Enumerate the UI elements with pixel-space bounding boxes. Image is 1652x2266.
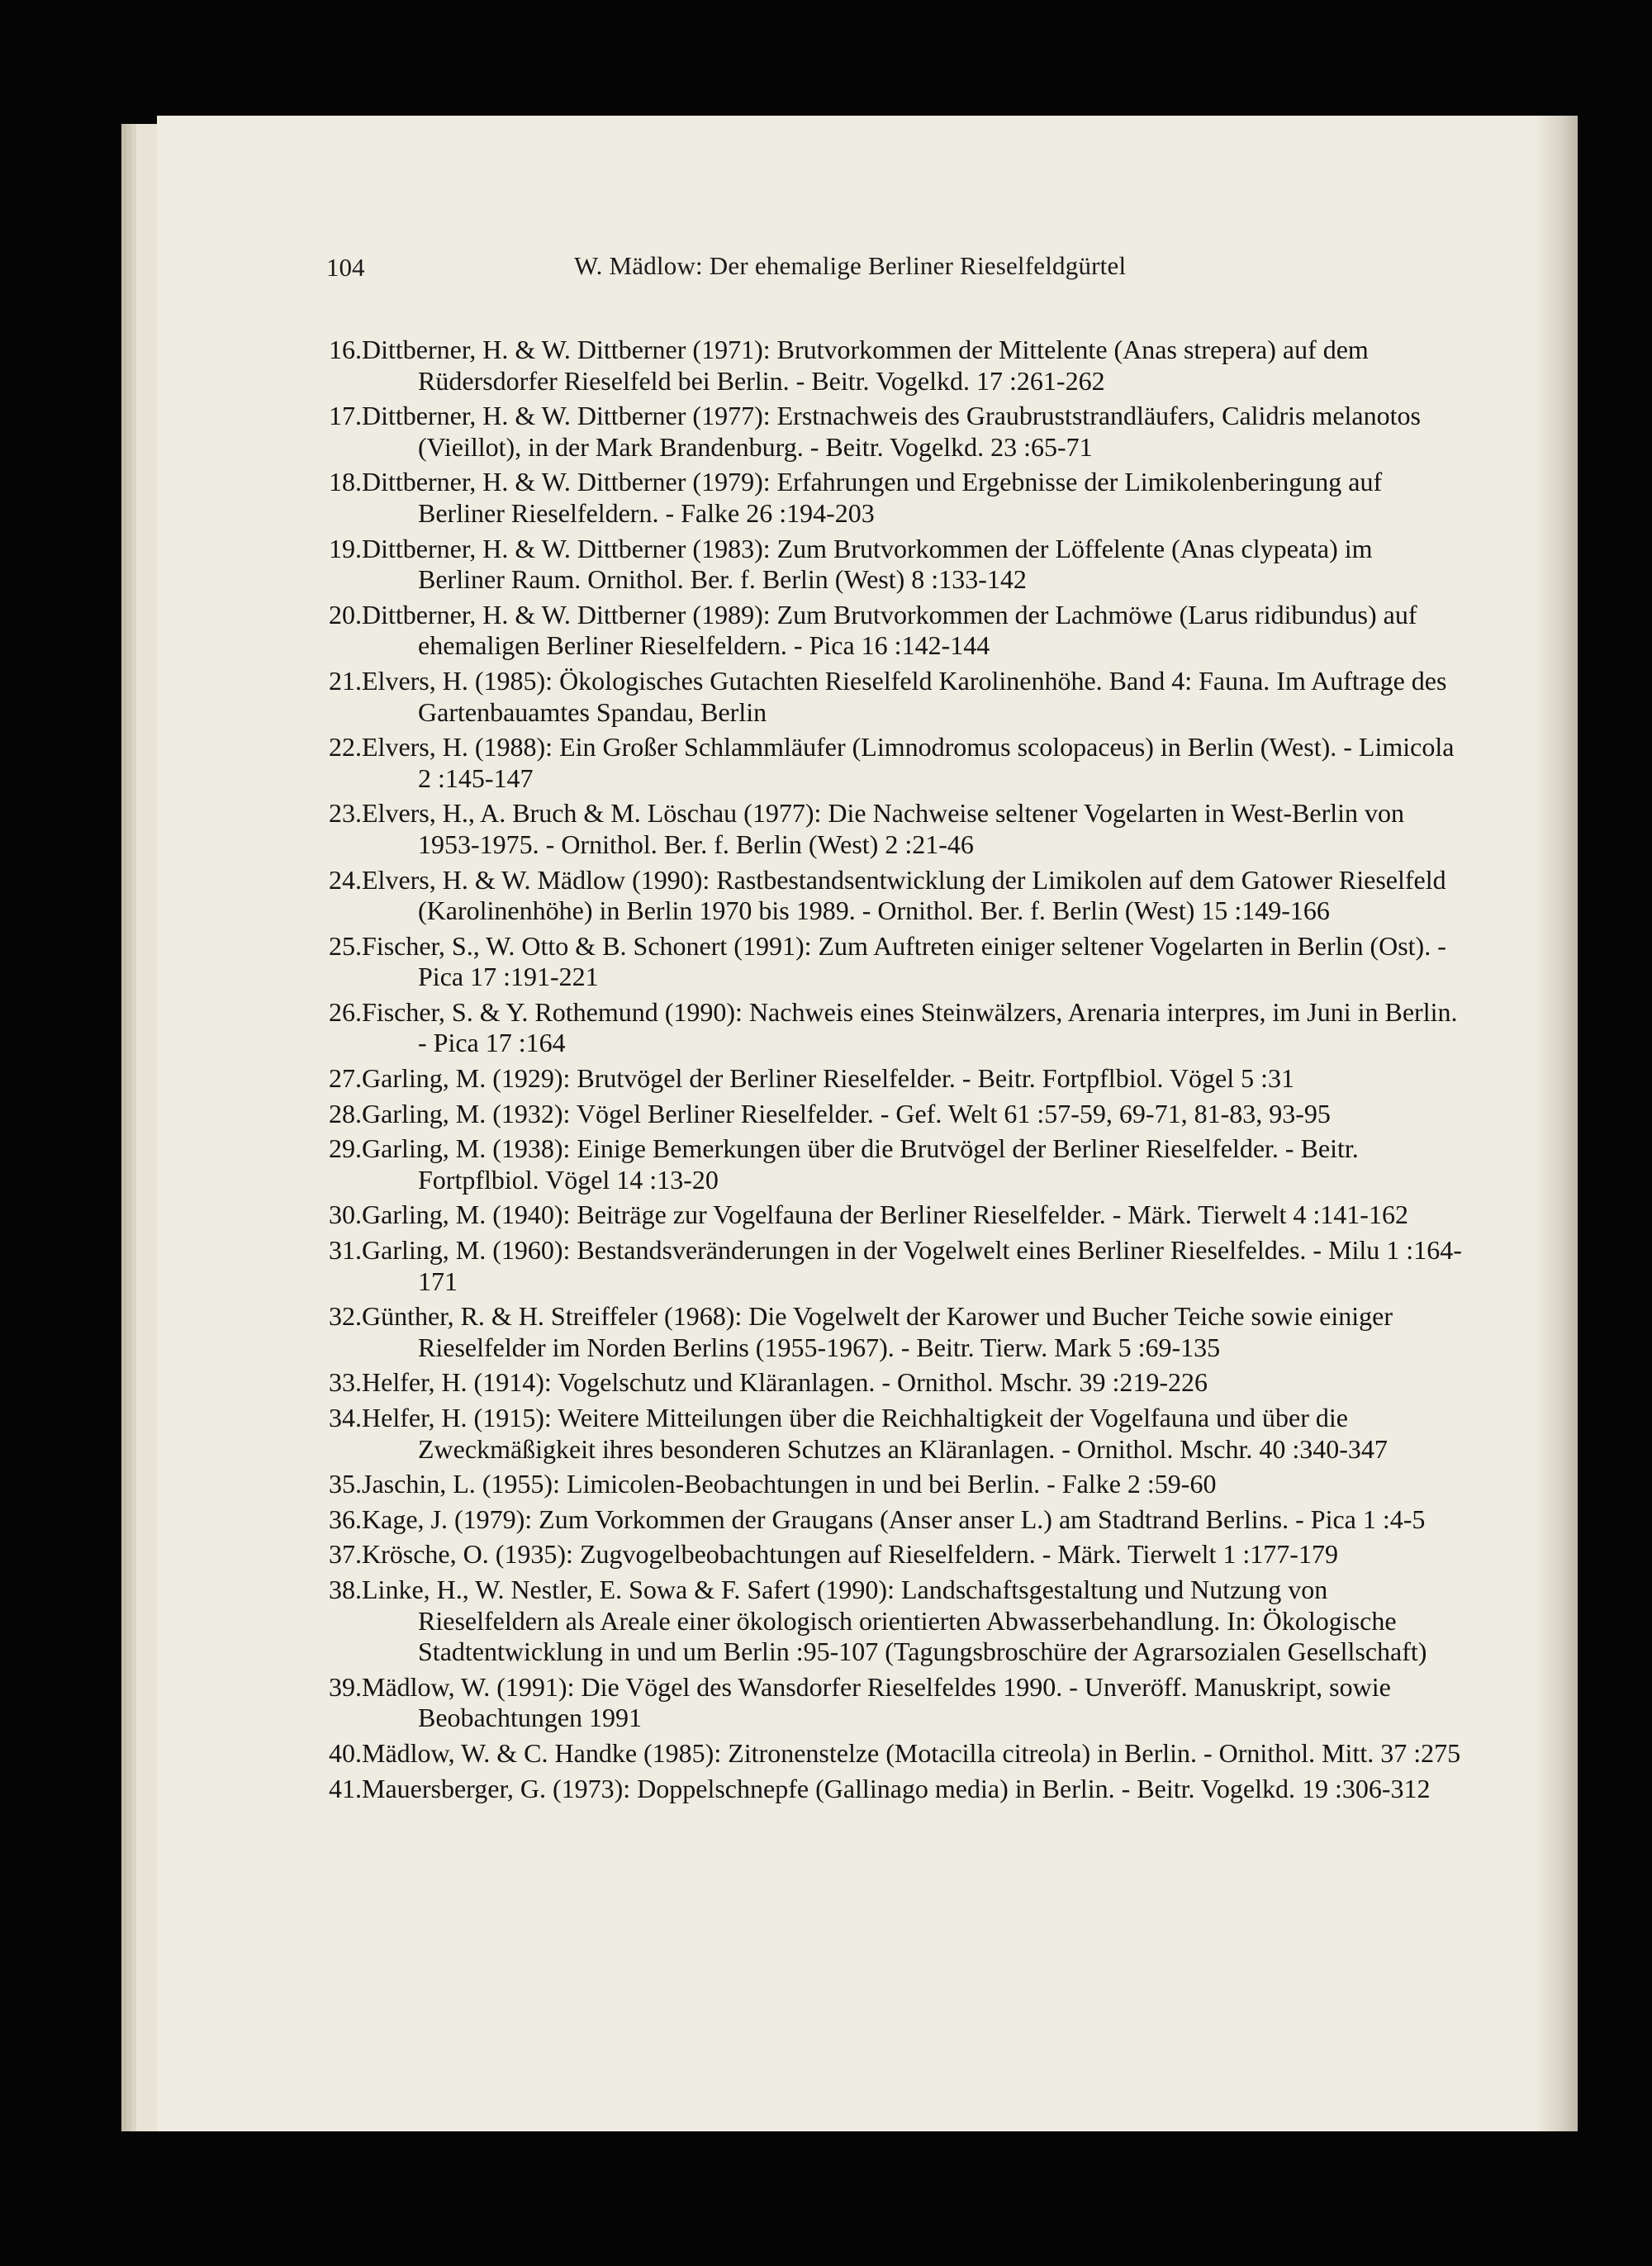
reference-text: Linke, H., W. Nestler, E. Sowa & F. Safert (1990): Landschaftsgestaltung und Nutzung von Rieselfeldern als Areale einer ökologisch orientierten Abwasserbehandlung. In: Ökologische Stadtentwicklung in und um Berlin :95-107 (Tagungsbroschüre der Agrarsozialen Gesellschaft) xyxy=(362,1574,1427,1667)
reference-entry xyxy=(329,467,1464,529)
reference-entry xyxy=(329,1672,1464,1734)
running-title: W. Mädlow: Der ehemalige Berliner Rieselfeldgürtel xyxy=(574,251,1127,280)
reference-number: 26. xyxy=(329,996,362,1027)
reference-number: 28. xyxy=(329,1098,362,1128)
reference-number: 41. xyxy=(329,1773,362,1803)
reference-entry xyxy=(329,997,1464,1059)
reference-entry xyxy=(329,335,1464,397)
reference-entry xyxy=(329,1200,1464,1231)
reference-text: Elvers, H. & W. Mädlow (1990): Rastbestandsentwicklung der Limikolen auf dem Gatower Rieselfeld (Karolinenhöhe) in Berlin 1970 bis 1989. - Ornithol. Ber. f. Berlin (West) 15 :149-166 xyxy=(362,864,1446,926)
reference-number: 40. xyxy=(329,1737,362,1768)
reference-entry xyxy=(329,1504,1464,1536)
reference-text: Garling, M. (1938): Einige Bemerkungen über die Brutvögel der Berliner Rieselfelder. - Beitr. Fortpflbiol. Vögel 14 :13-20 xyxy=(362,1133,1359,1195)
reference-number: 16. xyxy=(329,335,362,364)
reference-text: Garling, M. (1932): Vögel Berliner Rieselfelder. - Gef. Welt 61 :57-59, 69-71, 81-83, 93-95 xyxy=(362,1098,1331,1128)
reference-number: 38. xyxy=(329,1574,362,1604)
reference-number: 22. xyxy=(329,732,362,762)
reference-number: 23. xyxy=(329,798,362,829)
reference-text: Krösche, O. (1935): Zugvogelbeobachtungen auf Rieselfeldern. - Märk. Tierwelt 1 :177-179 xyxy=(362,1539,1338,1570)
reference-entry xyxy=(329,1738,1464,1770)
reference-entry xyxy=(329,798,1464,860)
reference-text: Dittberner, H. & W. Dittberner (1983): Zum Brutvorkommen der Löffelente (Anas clypeata) im Berliner Raum. Ornithol. Ber. f. Berlin (West) 8 :133-142 xyxy=(362,533,1373,595)
reference-text: Elvers, H. (1988): Ein Großer Schlammläufer (Limnodromus scolopaceus) in Berlin (West). - Limicola 2 :145-147 xyxy=(362,732,1455,793)
reference-entry xyxy=(329,534,1464,596)
reference-number: 25. xyxy=(329,930,362,961)
reference-text: Elvers, H. (1985): Ökologisches Gutachten Rieselfeld Karolinenhöhe. Band 4: Fauna. Im Auftrage des Gartenbauamtes Spandau, Berlin xyxy=(362,665,1447,727)
reference-entry xyxy=(329,1063,1464,1095)
reference-number: 17. xyxy=(329,401,362,431)
reference-number: 27. xyxy=(329,1063,362,1094)
reference-entry xyxy=(329,1133,1464,1195)
reference-text: Garling, M. (1960): Bestandsveränderungen in der Vogelwelt eines Berliner Rieselfeldes. - Milu 1 :164-171 xyxy=(362,1235,1462,1296)
reference-text: Jaschin, L. (1955): Limicolen-Beobachtungen in und bei Berlin. - Falke 2 :59-60 xyxy=(362,1469,1217,1499)
reference-number: 19. xyxy=(329,533,362,563)
reference-entry xyxy=(329,1469,1464,1500)
reference-text: Helfer, H. (1915): Weitere Mitteilungen über die Reichhaltigkeit der Vogelfauna und über die Zweckmäßigkeit ihres besonderen Schutzes an Kläranlagen. - Ornithol. Mschr. 40 :340-347 xyxy=(362,1403,1388,1464)
reference-number: 35. xyxy=(329,1469,362,1499)
reference-entry xyxy=(329,1774,1464,1805)
reference-entry xyxy=(329,1301,1464,1363)
reference-text: Mädlow, W. (1991): Die Vögel des Wansdorfer Rieselfeldes 1990. - Unveröff. Manuskript, sowie Beobachtungen 1991 xyxy=(362,1671,1391,1733)
reference-number: 24. xyxy=(329,864,362,895)
reference-number: 37. xyxy=(329,1539,362,1570)
reference-number: 21. xyxy=(329,665,362,696)
reference-entry xyxy=(329,865,1464,927)
reference-text: Helfer, H. (1914): Vogelschutz und Kläranlagen. - Ornithol. Mschr. 39 :219-226 xyxy=(362,1367,1208,1398)
reference-text: Garling, M. (1929): Brutvögel der Berliner Rieselfelder. - Beitr. Fortpflbiol. Vögel 5 :31 xyxy=(362,1063,1294,1094)
reference-text: Fischer, S. & Y. Rothemund (1990): Nachweis eines Steinwälzers, Arenaria interpres, im Juni in Berlin. - Pica 17 :164 xyxy=(362,996,1458,1058)
reference-number: 32. xyxy=(329,1301,362,1332)
reference-text: Günther, R. & H. Streiffeler (1968): Die Vogelwelt der Karower und Bucher Teiche sowie einiger Rieselfelder im Norden Berlins (1955-1967). - Beitr. Tierw. Mark 5 :69-135 xyxy=(362,1301,1393,1362)
page-gutter-shadow xyxy=(1535,116,1578,2131)
reference-text: Mauersberger, G. (1973): Doppelschnepfe (Gallinago media) in Berlin. - Beitr. Vogelkd. 19 :306-312 xyxy=(362,1773,1431,1803)
reference-number: 34. xyxy=(329,1403,362,1432)
reference-entry xyxy=(329,931,1464,993)
reference-text: Fischer, S., W. Otto & B. Schonert (1991): Zum Auftreten einiger seltener Vogelarten in Berlin (Ost). - Pica 17 :191-221 xyxy=(362,930,1446,992)
reference-text: Kage, J. (1979): Zum Vorkommen der Graugans (Anser anser L.) am Stadtrand Berlins. - Pica 1 :4-5 xyxy=(362,1504,1426,1534)
reference-number: 20. xyxy=(329,599,362,629)
reference-entry xyxy=(329,1235,1464,1297)
reference-number: 33. xyxy=(329,1367,362,1398)
reference-text: Dittberner, H. & W. Dittberner (1979): Erfahrungen und Ergebnisse der Limikolenberingung auf Berliner Rieselfeldern. - Falke 26 :194-203 xyxy=(362,467,1383,528)
reference-entry xyxy=(329,732,1464,794)
reference-entry xyxy=(329,401,1464,463)
reference-entry xyxy=(329,1099,1464,1130)
reference-entry xyxy=(329,600,1464,662)
reference-number: 30. xyxy=(329,1200,362,1230)
reference-entry xyxy=(329,1575,1464,1668)
reference-entry xyxy=(329,1403,1464,1465)
reference-entry xyxy=(329,1539,1464,1570)
reference-number: 39. xyxy=(329,1671,362,1702)
reference-text: Dittberner, H. & W. Dittberner (1989): Zum Brutvorkommen der Lachmöwe (Larus ridibundus) auf ehemaligen Berliner Rieselfeldern. - Pica 16 :142-144 xyxy=(362,599,1417,661)
reference-text: Dittberner, H. & W. Dittberner (1977): Erstnachweis des Graubruststrandläufers, Calidris melanotos (Vieillot), in der Mark Brandenburg. - Beitr. Vogelkd. 23 :65-71 xyxy=(362,401,1421,462)
reference-text: Dittberner, H. & W. Dittberner (1971): Brutvorkommen der Mittelente (Anas strepera) auf dem Rüdersdorfer Rieselfeld bei Berlin. - Beitr. Vogelkd. 17 :261-262 xyxy=(362,335,1369,396)
reference-text: Elvers, H., A. Bruch & M. Löschau (1977): Die Nachweise seltener Vogelarten in West-Berlin von 1953-1975. - Ornithol. Ber. f. Berlin (West) 2 :21-46 xyxy=(362,798,1405,859)
reference-entry xyxy=(329,666,1464,728)
reference-number: 36. xyxy=(329,1504,362,1534)
reference-number: 31. xyxy=(329,1235,362,1266)
page-number: 104 xyxy=(326,253,365,282)
reference-number: 18. xyxy=(329,467,362,497)
reference-list xyxy=(329,335,1464,1808)
reference-text: Mädlow, W. & C. Handke (1985): Zitronenstelze (Motacilla citreola) in Berlin. - Ornithol. Mitt. 37 :275 xyxy=(362,1737,1461,1768)
reference-number: 29. xyxy=(329,1133,362,1164)
reference-text: Garling, M. (1940): Beiträge zur Vogelfauna der Berliner Rieselfelder. - Märk. Tierwelt 4 :141-162 xyxy=(362,1200,1408,1230)
reference-entry xyxy=(329,1367,1464,1399)
